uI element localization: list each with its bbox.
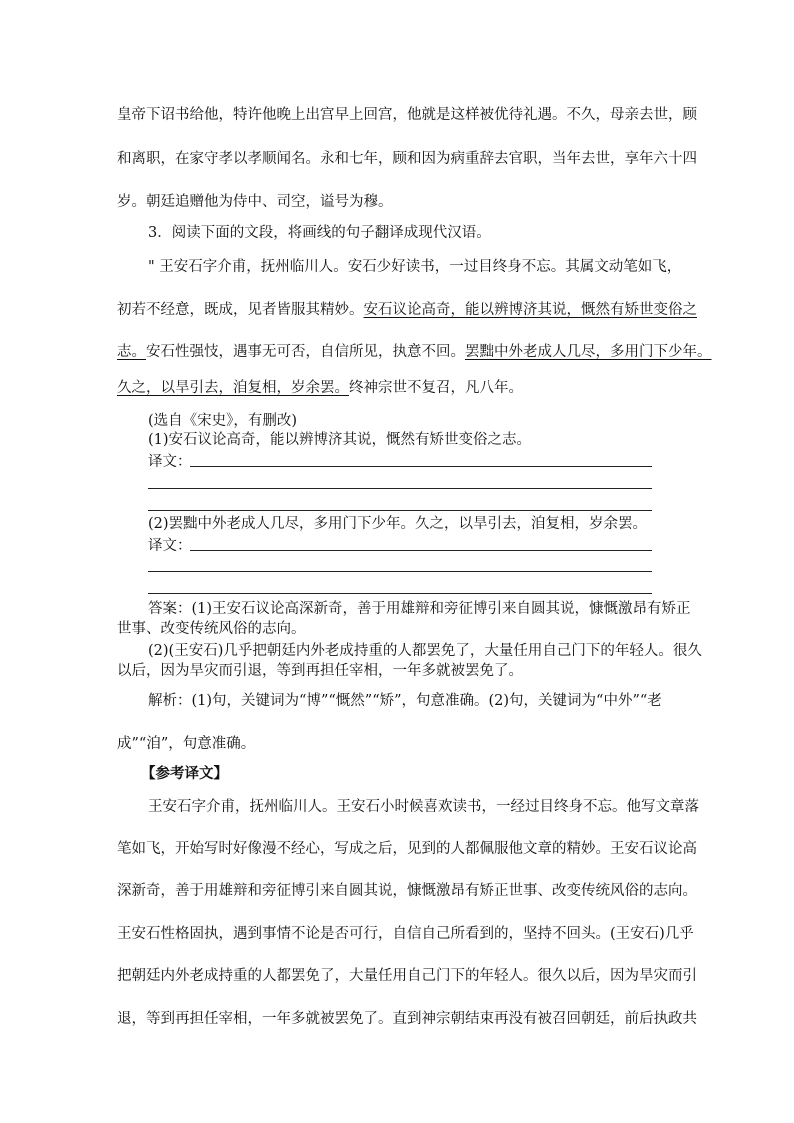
- analysis-line: 成”“洎”，句意准确。: [117, 736, 256, 752]
- passage-line-3: [117, 342, 712, 362]
- answer-line: 以后，因为旱灾而引退，等到再担任宰相，一年多就被罢免了。: [117, 663, 523, 679]
- underlined-sentence: 志。: [117, 344, 146, 360]
- passage-line-4: [117, 378, 523, 398]
- passage-line-1: " 王安石字介甫，抚州临川人。安石少好读书，一过目终身不忘。其属文动笔如飞，: [148, 259, 682, 275]
- underlined-sentence: 罢黜中外老成人几尽，多用门下少年。: [465, 344, 712, 360]
- sub-question-2: (2)罢黜中外老成人几尽，多用门下少年。久之，以旱引去，洎复相，岁余罢。: [148, 516, 648, 532]
- paragraph-line: 岁。朝廷追赠他为侍中、司空，谥号为穆。: [117, 194, 393, 210]
- reference-line: 深新奇，善于用雄辩和旁征博引来自圆其说，慷慨激昂有矫正世事、改变传统风俗的志向。: [117, 883, 697, 899]
- paragraph-line: 皇帝下诏书给他，特许他晚上出宫早上回宫，他就是这样被优待礼遇。不久，母亲去世，顾: [117, 107, 697, 123]
- reference-line: 王安石字介甫，抚州临川人。王安石小时候喜欢读书，一经过目终身不忘。他写文章落: [148, 799, 699, 815]
- answer-line: 世事、改变传统风俗的志向。: [117, 621, 306, 637]
- translation-label-1: 译文：: [148, 454, 192, 470]
- source-note: (选自《宋史》，有删改): [148, 413, 298, 429]
- answer-blank[interactable]: [148, 488, 652, 489]
- underlined-sentence: 久之，以旱引去，洎复相，岁余罢。: [117, 380, 349, 396]
- passage-text: 初若不经意，既成，见者皆服其精妙。: [117, 302, 364, 318]
- passage-line-2: [117, 300, 697, 320]
- reference-heading: 【参考译文】: [141, 765, 228, 782]
- analysis-line: 解析：(1)句，关键词为“博”“慨然”“矫”，句意准确。(2)句，关键词为“中外”“老: [148, 693, 662, 709]
- answer-blank[interactable]: [148, 571, 652, 572]
- sub-question-1: (1)安石议论高奇，能以辨博济其说，慨然有矫世变俗之志。: [148, 432, 532, 448]
- answer-blank[interactable]: [148, 593, 652, 594]
- reference-line: 笔如飞，开始写时好像漫不经心，写成之后，见到的人都佩服他文章的精妙。王安石议论高: [117, 841, 697, 857]
- passage-text: 安石性强忮，遇事无可否，自信所见，执意不回。: [146, 344, 465, 360]
- reference-line: 把朝廷内外老成持重的人都罢免了，大量任用自己门下的年轻人。很久以后，因为旱灾而引: [117, 968, 697, 984]
- answer-line: 答案：(1)王安石议论高深新奇，善于用雄辩和旁征博引来自圆其说，慷慨激昂有矫正: [148, 601, 691, 617]
- answer-blank[interactable]: [190, 550, 652, 551]
- translation-label-2: 译文：: [148, 538, 192, 554]
- passage-text: 终神宗世不复召，凡八年。: [349, 380, 523, 396]
- reference-line: 退，等到再担任宰相，一年多就被罢免了。直到神宗朝结束再没有被召回朝廷，前后执政共: [117, 1011, 697, 1027]
- answer-blank[interactable]: [190, 466, 652, 467]
- question-instruction: 3．阅读下面的文段，将画线的句子翻译成现代汉语。: [148, 225, 491, 241]
- reference-line: 王安石性格固执，遇到事情不论是否可行，自信自己所看到的，坚持不回头。(王安石)几乎: [117, 926, 694, 942]
- answer-line: (2)(王安石)几乎把朝廷内外老成持重的人都罢免了，大量任用自己门下的年轻人。很久: [148, 643, 702, 659]
- underlined-sentence: 安石议论高奇，能以辨博济其说，慨然有矫世变俗之: [363, 302, 697, 318]
- paragraph-line: 和离职，在家守孝以孝顺闻名。永和七年，顾和因为病重辞去官职，当年去世，享年六十四: [117, 151, 697, 167]
- answer-blank[interactable]: [148, 510, 652, 511]
